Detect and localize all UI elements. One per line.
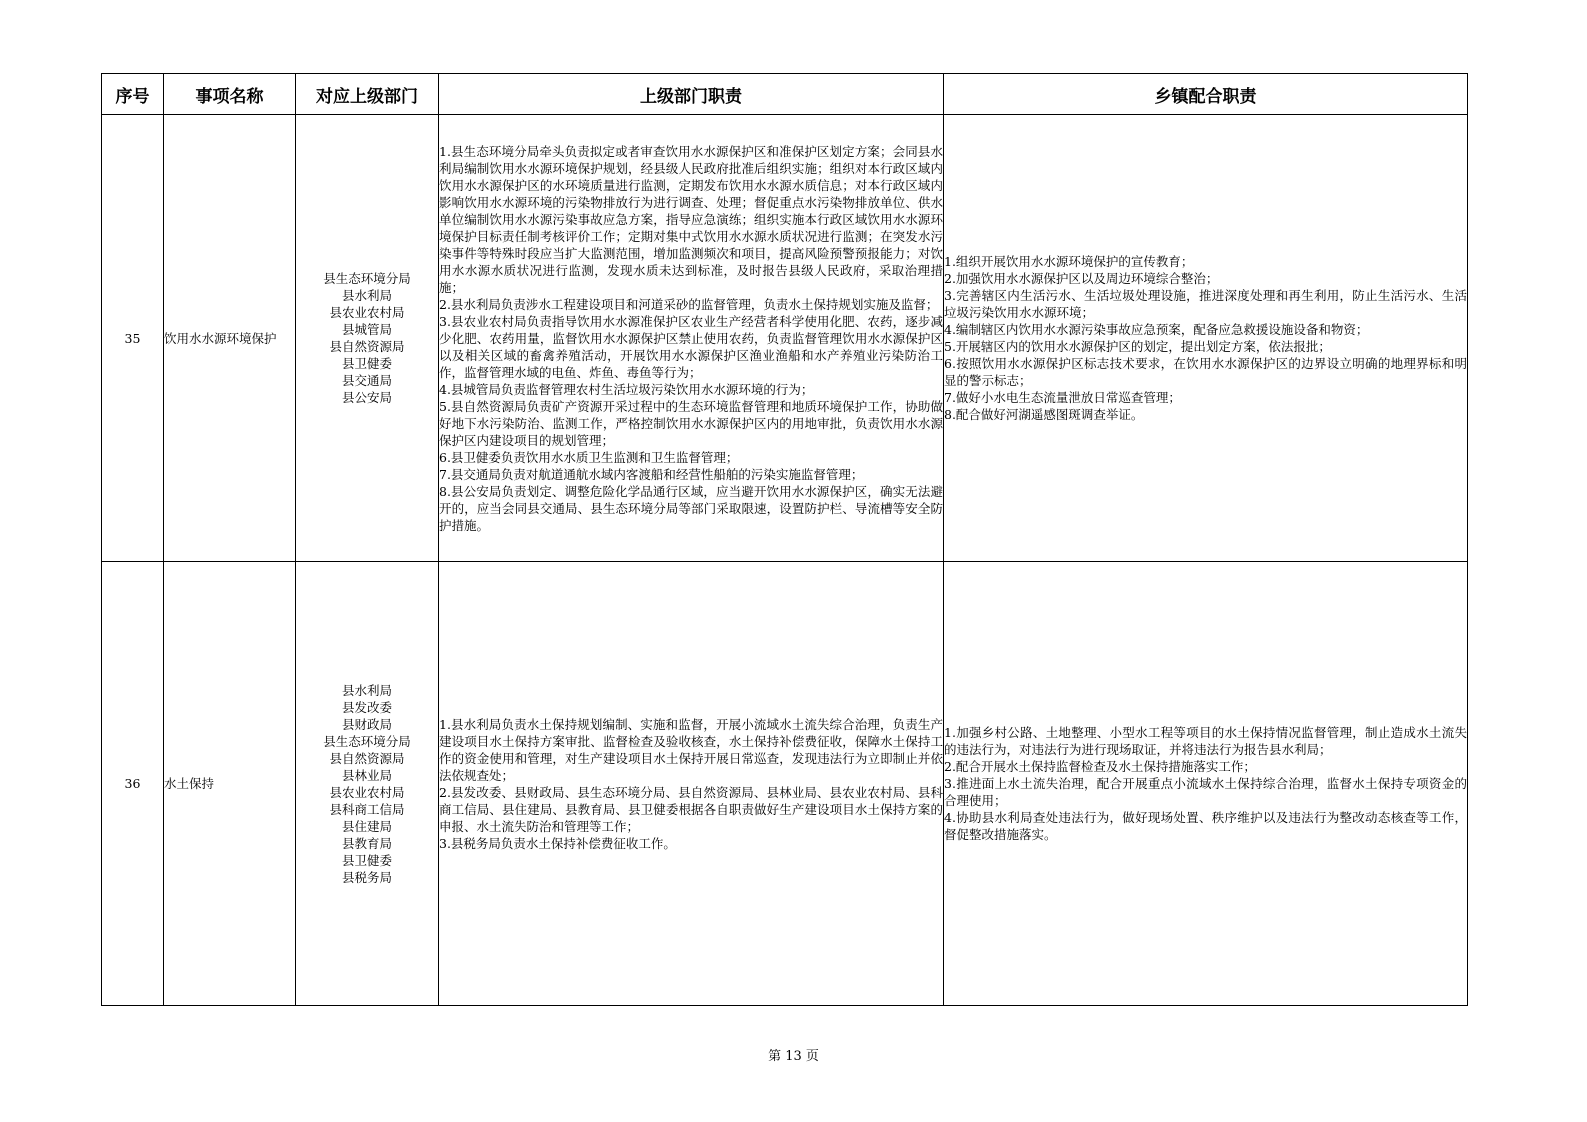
town-duty-paragraph: 4.协助县水利局查处违法行为，做好现场处置、秩序维护以及违法行为整改动态核查等工作，督促整改措施落实。	[944, 810, 1467, 842]
town-duty-paragraph: 1.加强乡村公路、土地整理、小型水工程等项目的水土保持情况监督管理，制止造成水土流失的违法行为，对违法行为进行现场取证，并将违法行为报告县水利局；	[944, 725, 1467, 757]
header-superior-duties: 上级部门职责	[439, 74, 944, 115]
table-row	[102, 562, 1468, 1006]
department-name: 县教育局	[341, 835, 392, 851]
town-duty-paragraph: 7.做好小水电生态流量泄放日常巡查管理；	[944, 390, 1181, 405]
row-item-name: 饮用水水源环境保护	[164, 115, 296, 562]
duty-paragraph: 4.县城管局负责监督管理农村生活垃圾污染饮用水水源环境的行为；	[439, 381, 814, 397]
department-name: 县卫健委	[341, 356, 392, 371]
duty-paragraph: 6.县卫健委负责饮用水水质卫生监测和卫生监督管理；	[439, 449, 739, 465]
duty-paragraph: 1.县生态环境分局牵头负责拟定或者审查饮用水水源保护区和准保护区划定方案；会同县水利局编制饮用水水源环境保护规划，经县级人民政府批准后组织实施；组织对本行政区域内饮用水水源保护区的水环境质量进行监测，定期发布饮用水水源水质信息；对本行政区域内影响饮用水水源环境的污染物排放行为进行调查、处理；督促重点水污染物排放单位、供水单位编制饮用水水源污染事故应急方案，指导应急演练；组织实施本行政区域饮用水水源环境保护目标责任制考核评价工作；定期对集中式饮用水水源水质状况进行监测；在突发水污染事件等特殊时段应当扩大监测范围，增加监测频次和项目，提高风险预警预报能力；对饮用水水源水质状况进行监测，发现水质未达到标准，及时报告县级人民政府，采取治理措施；	[439, 143, 943, 295]
row-departments	[296, 115, 439, 562]
duty-paragraph: 1.县水利局负责水土保持规划编制、实施和监督，开展小流域水土流失综合治理，负责生产建设项目水土保持方案审批、监督检查及验收核查，水土保持补偿费征收，保障水土保持工作的资金使用和管理，对生产建设项目水土保持开展日常巡查，发现违法行为立即制止并依法依规查处；	[439, 716, 943, 783]
town-duty-paragraph: 4.编制辖区内饮用水水源污染事故应急预案，配备应急救援设施设备和物资；	[944, 322, 1369, 337]
department-name: 县发改委	[341, 699, 392, 715]
duty-paragraph: 8.县公安局负责划定、调整危险化学品通行区域，应当避开饮用水水源保护区，确实无法避开的，应当会同县交通局、县生态环境分局等部门采取限速，设置防护栏、导流槽等安全防护措施。	[439, 483, 943, 533]
department-name: 县林业局	[341, 767, 392, 783]
department-name: 县自然资源局	[329, 750, 405, 766]
row-item-name: 水土保持	[164, 562, 296, 1006]
row-superior-duties	[439, 562, 944, 1006]
header-serial-number: 序号	[102, 74, 164, 115]
department-name: 县交通局	[341, 373, 392, 388]
town-duty-paragraph: 5.开展辖区内的饮用水水源保护区的划定，提出划定方案，依法报批；	[944, 339, 1331, 354]
department-name: 县水利局	[341, 288, 392, 303]
duty-paragraph: 5.县自然资源局负责矿产资源开采过程中的生态环境监督管理和地质环境保护工作，协助做好地下水污染防治、监测工作，严格控制饮用水水源保护区内的用地审批，负责饮用水水源保护区内建设项目的规划管理；	[439, 398, 943, 448]
town-duty-paragraph: 2.加强饮用水水源保护区以及周边环境综合整治；	[944, 271, 1219, 286]
duty-paragraph: 7.县交通局负责对航道通航水域内客渡船和经营性船舶的污染实施监督管理；	[439, 466, 864, 482]
department-name: 县生态环境分局	[323, 271, 411, 286]
department-name: 县农业农村局	[329, 305, 405, 320]
department-name: 县科商工信局	[329, 801, 405, 817]
row-superior-duties	[439, 115, 944, 562]
duty-paragraph: 2.县水利局负责涉水工程建设项目和河道采砂的监督管理，负责水土保持规划实施及监督；	[439, 296, 939, 312]
table-row	[102, 115, 1468, 562]
town-duty-paragraph: 2.配合开展水土保持监督检查及水土保持措施落实工作；	[944, 759, 1256, 774]
department-name: 县自然资源局	[329, 339, 405, 354]
department-name: 县税务局	[341, 869, 392, 885]
department-name: 县卫健委	[341, 852, 392, 868]
department-name: 县住建局	[341, 818, 392, 834]
duty-paragraph: 2.县发改委、县财政局、县生态环境分局、县自然资源局、县林业局、县农业农村局、县科商工信局、县住建局、县教育局、县卫健委根据各自职责做好生产建设项目水土保持方案的申报、水土流失防治和管理等工作；	[439, 784, 943, 834]
row-town-duties	[944, 562, 1468, 1006]
department-name: 县城管局	[341, 322, 392, 337]
town-duty-paragraph: 1.组织开展饮用水水源环境保护的宣传教育；	[944, 254, 1194, 269]
header-town-duties: 乡镇配合职责	[944, 74, 1468, 115]
department-name: 县农业农村局	[329, 784, 405, 800]
town-duty-paragraph: 3.推进面上水土流失治理，配合开展重点小流域水土保持综合治理，监督水土保持专项资金的合理使用；	[944, 776, 1467, 808]
header-row	[102, 74, 1468, 115]
department-name: 县生态环境分局	[323, 733, 411, 749]
row-town-duties	[944, 115, 1468, 562]
row-departments	[296, 562, 439, 1006]
header-item-name: 事项名称	[164, 74, 296, 115]
row-serial-number: 35	[102, 115, 164, 562]
duty-paragraph: 3.县农业农村局负责指导饮用水水源准保护区农业生产经营者科学使用化肥、农药，逐步减少化肥、农药用量，监督饮用水水源保护区禁止使用农药，负责监督管理饮用水水源保护区以及相关区域的畜禽养殖活动，开展饮用水水源保护区渔业渔船和水产养殖业污染防治工作，监督管理水域的电鱼、炸鱼、毒鱼等行为；	[439, 313, 943, 380]
row-serial-number: 36	[102, 562, 164, 1006]
page-number: 第 13 页	[768, 1049, 819, 1064]
town-duty-paragraph: 8.配合做好河湖遥感图斑调查举证。	[944, 407, 1144, 422]
department-name: 县水利局	[341, 682, 392, 698]
header-superior-department: 对应上级部门	[296, 74, 439, 115]
responsibility-table	[101, 73, 1468, 1006]
town-duty-paragraph: 3.完善辖区内生活污水、生活垃圾处理设施，推进深度处理和再生利用，防止生活污水、生活垃圾污染饮用水水源环境；	[944, 288, 1467, 320]
town-duty-paragraph: 6.按照饮用水水源保护区标志技术要求，在饮用水水源保护区的边界设立明确的地理界标和明显的警示标志；	[944, 356, 1467, 388]
department-name: 县财政局	[341, 716, 392, 732]
department-name: 县公安局	[341, 390, 392, 405]
duty-paragraph: 3.县税务局负责水土保持补偿费征收工作。	[439, 835, 676, 851]
